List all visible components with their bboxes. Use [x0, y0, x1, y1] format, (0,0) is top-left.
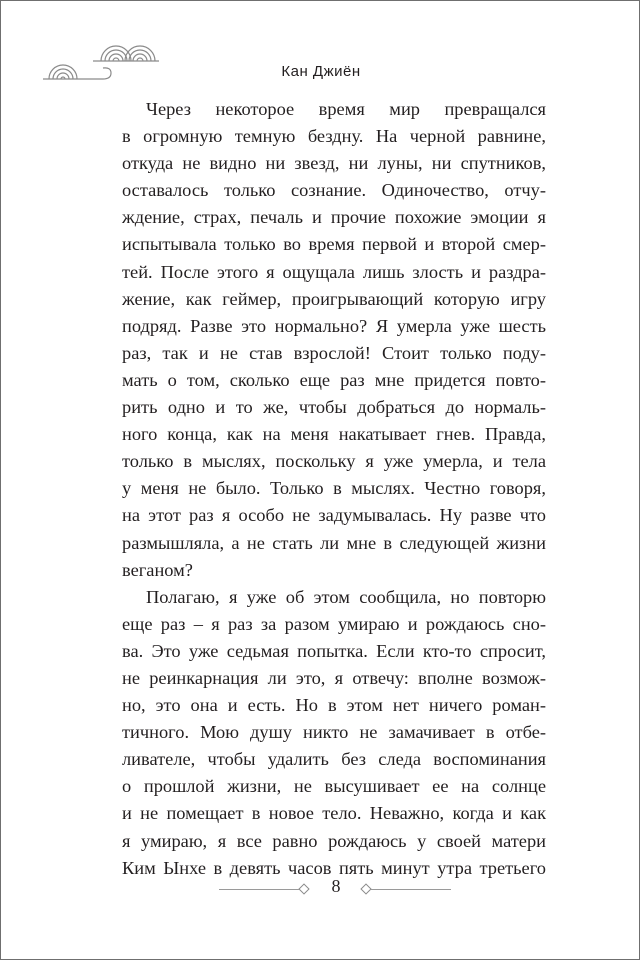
- text-line: тичного. Мою душу никто не замачивает в отбе-: [122, 722, 546, 743]
- footer-rule-left: [219, 889, 301, 890]
- text-line: на этот раз я особо не задумывалась. Ну разве что: [122, 505, 546, 526]
- text-line: веганом?: [122, 559, 193, 580]
- text-line: раз, так и не став взрослой! Стоит только поду-: [122, 342, 546, 363]
- text-line: в огромную темную бездну. На черной равнине,: [122, 126, 546, 147]
- text-line: еще раз – я раз за разом умираю и рождаюсь сно-: [122, 613, 546, 634]
- page-footer: [1, 873, 640, 903]
- text-line: но, это она и есть. Но в этом нет ничего роман-: [122, 695, 546, 716]
- text-line: не реинкарнация ли это, я отвечу: вполне возмож-: [122, 667, 546, 688]
- page-number: 8: [331, 876, 341, 896]
- text-line: размышляла, а не стать ли мне в следующей жизни: [122, 532, 546, 553]
- text-line: ливателе, чтобы удалить без следа воспоминания: [122, 749, 546, 770]
- text-line: откуда не видно ни звезд, ни луны, ни спутников,: [122, 153, 546, 174]
- text-line: я умираю, я все равно рождаюсь у своей матери: [122, 830, 546, 851]
- text-line: о прошлой жизни, не высушивает ее на солнце: [122, 776, 546, 797]
- text-line: Ким Ынхе в девять часов пять минут утра третьего: [122, 857, 546, 878]
- diamond-ornament-icon: [360, 883, 371, 894]
- text-line: оставалось только сознание. Одиночество, отчу-: [122, 180, 546, 201]
- text-line: и не помещает в новое тело. Неважно, когда и как: [122, 803, 546, 824]
- text-line: ва. Это уже седьмая попытка. Если кто-то спросит,: [122, 640, 546, 661]
- text-line: рить одно и то же, чтобы добраться до нормаль-: [122, 397, 546, 418]
- text-line: жение, как геймер, проигрывающий которую игру: [122, 288, 546, 309]
- footer-rule-right: [371, 889, 451, 890]
- text-line: только в мыслях, поскольку я уже умерла, и тела: [122, 451, 546, 472]
- text-line: Через некоторое время мир превращался: [146, 99, 546, 119]
- text-line: Полагаю, я уже об этом сообщила, но повторю: [146, 586, 546, 607]
- text-line: испытывала только во время первой и второй смер-: [122, 234, 546, 255]
- diamond-ornament-icon: [298, 883, 309, 894]
- text-line: ждение, страх, печаль и прочие похожие эмоции я: [122, 207, 546, 228]
- running-head-title: Кан Джиён: [281, 63, 361, 80]
- text-line: подряд. Разве это нормально? Я умерла уже шесть: [122, 315, 546, 336]
- text-line: у меня не было. Только в мыслях. Честно говоря,: [122, 478, 546, 499]
- text-line: тей. После этого я ощущала лишь злость и раздра-: [122, 261, 546, 282]
- body-text: [122, 96, 546, 882]
- text-line: мать о том, сколько еще раз мне придется повто-: [122, 369, 546, 390]
- text-line: ного конца, как на меня накатывает гнев. Правда,: [122, 424, 546, 445]
